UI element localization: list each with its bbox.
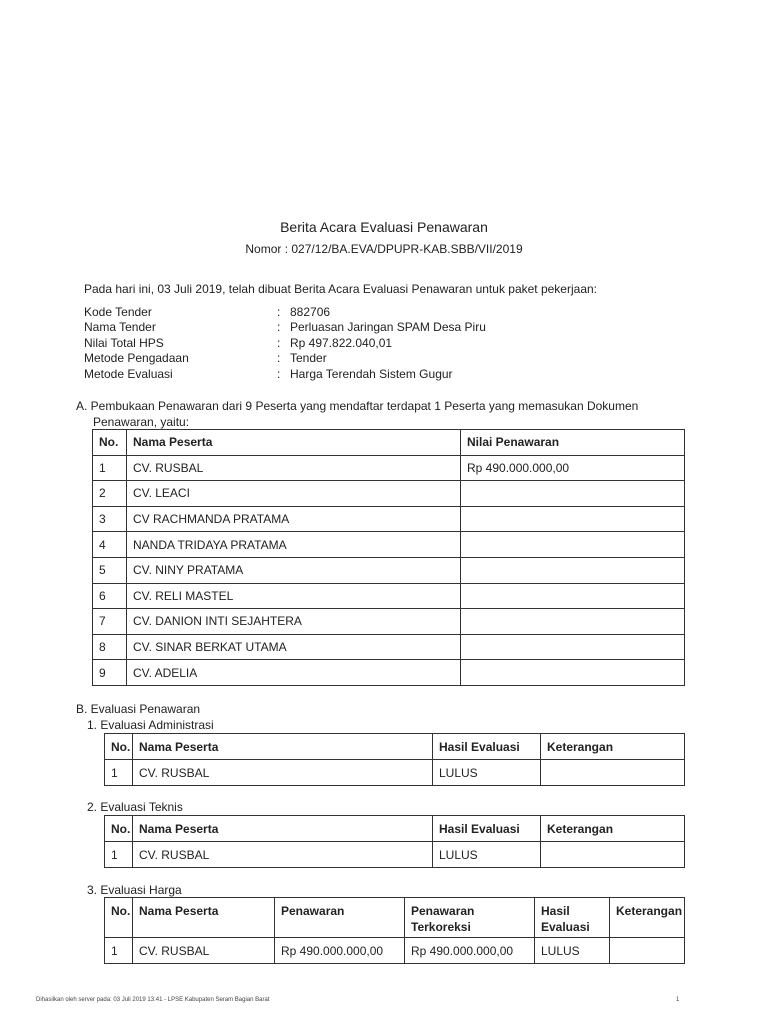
table-row [93,532,685,558]
cell-nilai [461,609,685,635]
table-row [105,938,685,964]
cell-nilai [461,634,685,660]
cell-no: 9 [93,660,127,686]
cell-no: 3 [93,506,127,532]
cell-nilai [461,557,685,583]
cell-no: 2 [93,481,127,507]
column-header: Penawaran Terkoreksi [405,898,535,938]
detail-value-kode-tender: 882706 [290,305,331,319]
table-header-row [105,898,685,938]
table-header-row [105,816,685,842]
cell-keterangan [541,842,685,868]
cell-nilai [461,660,685,686]
cell-no: 6 [93,583,127,609]
cell-nama: CV. NINY PRATAMA [127,557,461,583]
detail-value-metode-pengadaan: Tender [290,351,327,365]
cell-nama: NANDA TRIDAYA PRATAMA [127,532,461,558]
column-header: Hasil Evaluasi [433,734,541,760]
detail-label-nilai-hps: Nilai Total HPS [84,336,164,350]
column-header: No. [105,816,133,842]
column-header: Nama Peserta [133,898,275,938]
cell-nilai [461,532,685,558]
column-header: Nilai Penawaran [461,430,685,456]
cell-hasil: LULUS [433,760,541,786]
cell-nilai [461,481,685,507]
harga-table [104,897,685,964]
table-row [105,842,685,868]
cell-nama: CV. RUSBAL [127,455,461,481]
table-header-row [93,430,685,456]
cell-nama: CV. RUSBAL [133,938,275,964]
footer-generated-text: Dihasilkan oleh server pada: 03 Juli 2019 13:41 - LPSE Kabupaten Seram Bagian Barat [36,997,270,1003]
subsection-administrasi-heading: 1. Evaluasi Administrasi [87,718,214,732]
subsection-teknis-heading: 2. Evaluasi Teknis [87,800,183,814]
cell-no: 7 [93,609,127,635]
intro-text: Pada hari ini, 03 Juli 2019, telah dibuat Berita Acara Evaluasi Penawaran untuk paket pekerjaan: [84,282,597,296]
cell-nama: CV. LEACI [127,481,461,507]
detail-label-nama-tender: Nama Tender [84,320,156,334]
detail-colon: : [277,367,281,381]
cell-no: 5 [93,557,127,583]
detail-colon: : [277,320,281,334]
column-header: No. [105,898,133,938]
column-header: Penawaran [275,898,405,938]
section-a-heading-cont: Penawaran, yaitu: [93,415,190,429]
section-b-heading: B. Evaluasi Penawaran [76,702,201,716]
column-header: Keterangan [610,898,685,938]
cell-penawaran-terkoreksi: Rp 490.000.000,00 [405,938,535,964]
column-header: Nama Peserta [127,430,461,456]
table-row [105,760,685,786]
column-header: Hasil Evaluasi [535,898,610,938]
cell-keterangan [610,938,685,964]
cell-nama: CV. RUSBAL [133,842,433,868]
detail-value-nama-tender: Perluasan Jaringan SPAM Desa Piru [290,320,486,334]
cell-no: 1 [105,760,133,786]
table-row [93,609,685,635]
cell-nilai [461,506,685,532]
cell-nama: CV. ADELIA [127,660,461,686]
page-title: Berita Acara Evaluasi Penawaran [280,219,488,235]
cell-nama: CV. SINAR BERKAT UTAMA [127,634,461,660]
detail-colon: : [277,336,281,350]
table-row [93,455,685,481]
table-row [93,634,685,660]
teknis-table [104,815,685,868]
cell-nama: CV RACHMANDA PRATAMA [127,506,461,532]
table-header-row [105,734,685,760]
table-row [93,660,685,686]
cell-penawaran: Rp 490.000.000,00 [275,938,405,964]
detail-label-metode-evaluasi: Metode Evaluasi [84,367,173,381]
column-header: Nama Peserta [133,816,433,842]
column-header: No. [93,430,127,456]
cell-nama: CV. DANION INTI SEJAHTERA [127,609,461,635]
cell-nilai: Rp 490.000.000,00 [461,455,685,481]
detail-colon: : [277,351,281,365]
subsection-harga-heading: 3. Evaluasi Harga [87,883,182,897]
column-header: Nama Peserta [133,734,433,760]
cell-no: 1 [105,842,133,868]
cell-hasil: LULUS [433,842,541,868]
detail-value-metode-evaluasi: Harga Terendah Sistem Gugur [290,367,453,381]
cell-nama: CV. RELI MASTEL [127,583,461,609]
section-a-heading: A. Pembukaan Penawaran dari 9 Peserta yang mendaftar terdapat 1 Peserta yang memasukan Dokumen [76,399,639,413]
table-row [93,481,685,507]
detail-label-metode-pengadaan: Metode Pengadaan [84,351,189,365]
column-header: Hasil Evaluasi [433,816,541,842]
cell-no: 1 [93,455,127,481]
cell-nilai [461,583,685,609]
table-row [93,583,685,609]
administrasi-table [104,733,685,786]
cell-keterangan [541,760,685,786]
table-row [93,557,685,583]
cell-no: 8 [93,634,127,660]
column-header: Keterangan [541,816,685,842]
column-header: Keterangan [541,734,685,760]
detail-value-nilai-hps: Rp 497.822.040,01 [290,336,393,350]
cell-no: 1 [105,938,133,964]
cell-nama: CV. RUSBAL [133,760,433,786]
table-row [93,506,685,532]
detail-label-kode-tender: Kode Tender [84,305,152,319]
column-header: No. [105,734,133,760]
page-number: 1 [676,997,680,1003]
detail-colon: : [277,305,281,319]
cell-hasil: LULUS [535,938,610,964]
document-number: Nomor : 027/12/BA.EVA/DPUPR-KAB.SBB/VII/2019 [245,242,523,256]
participants-table [92,429,685,686]
cell-no: 4 [93,532,127,558]
